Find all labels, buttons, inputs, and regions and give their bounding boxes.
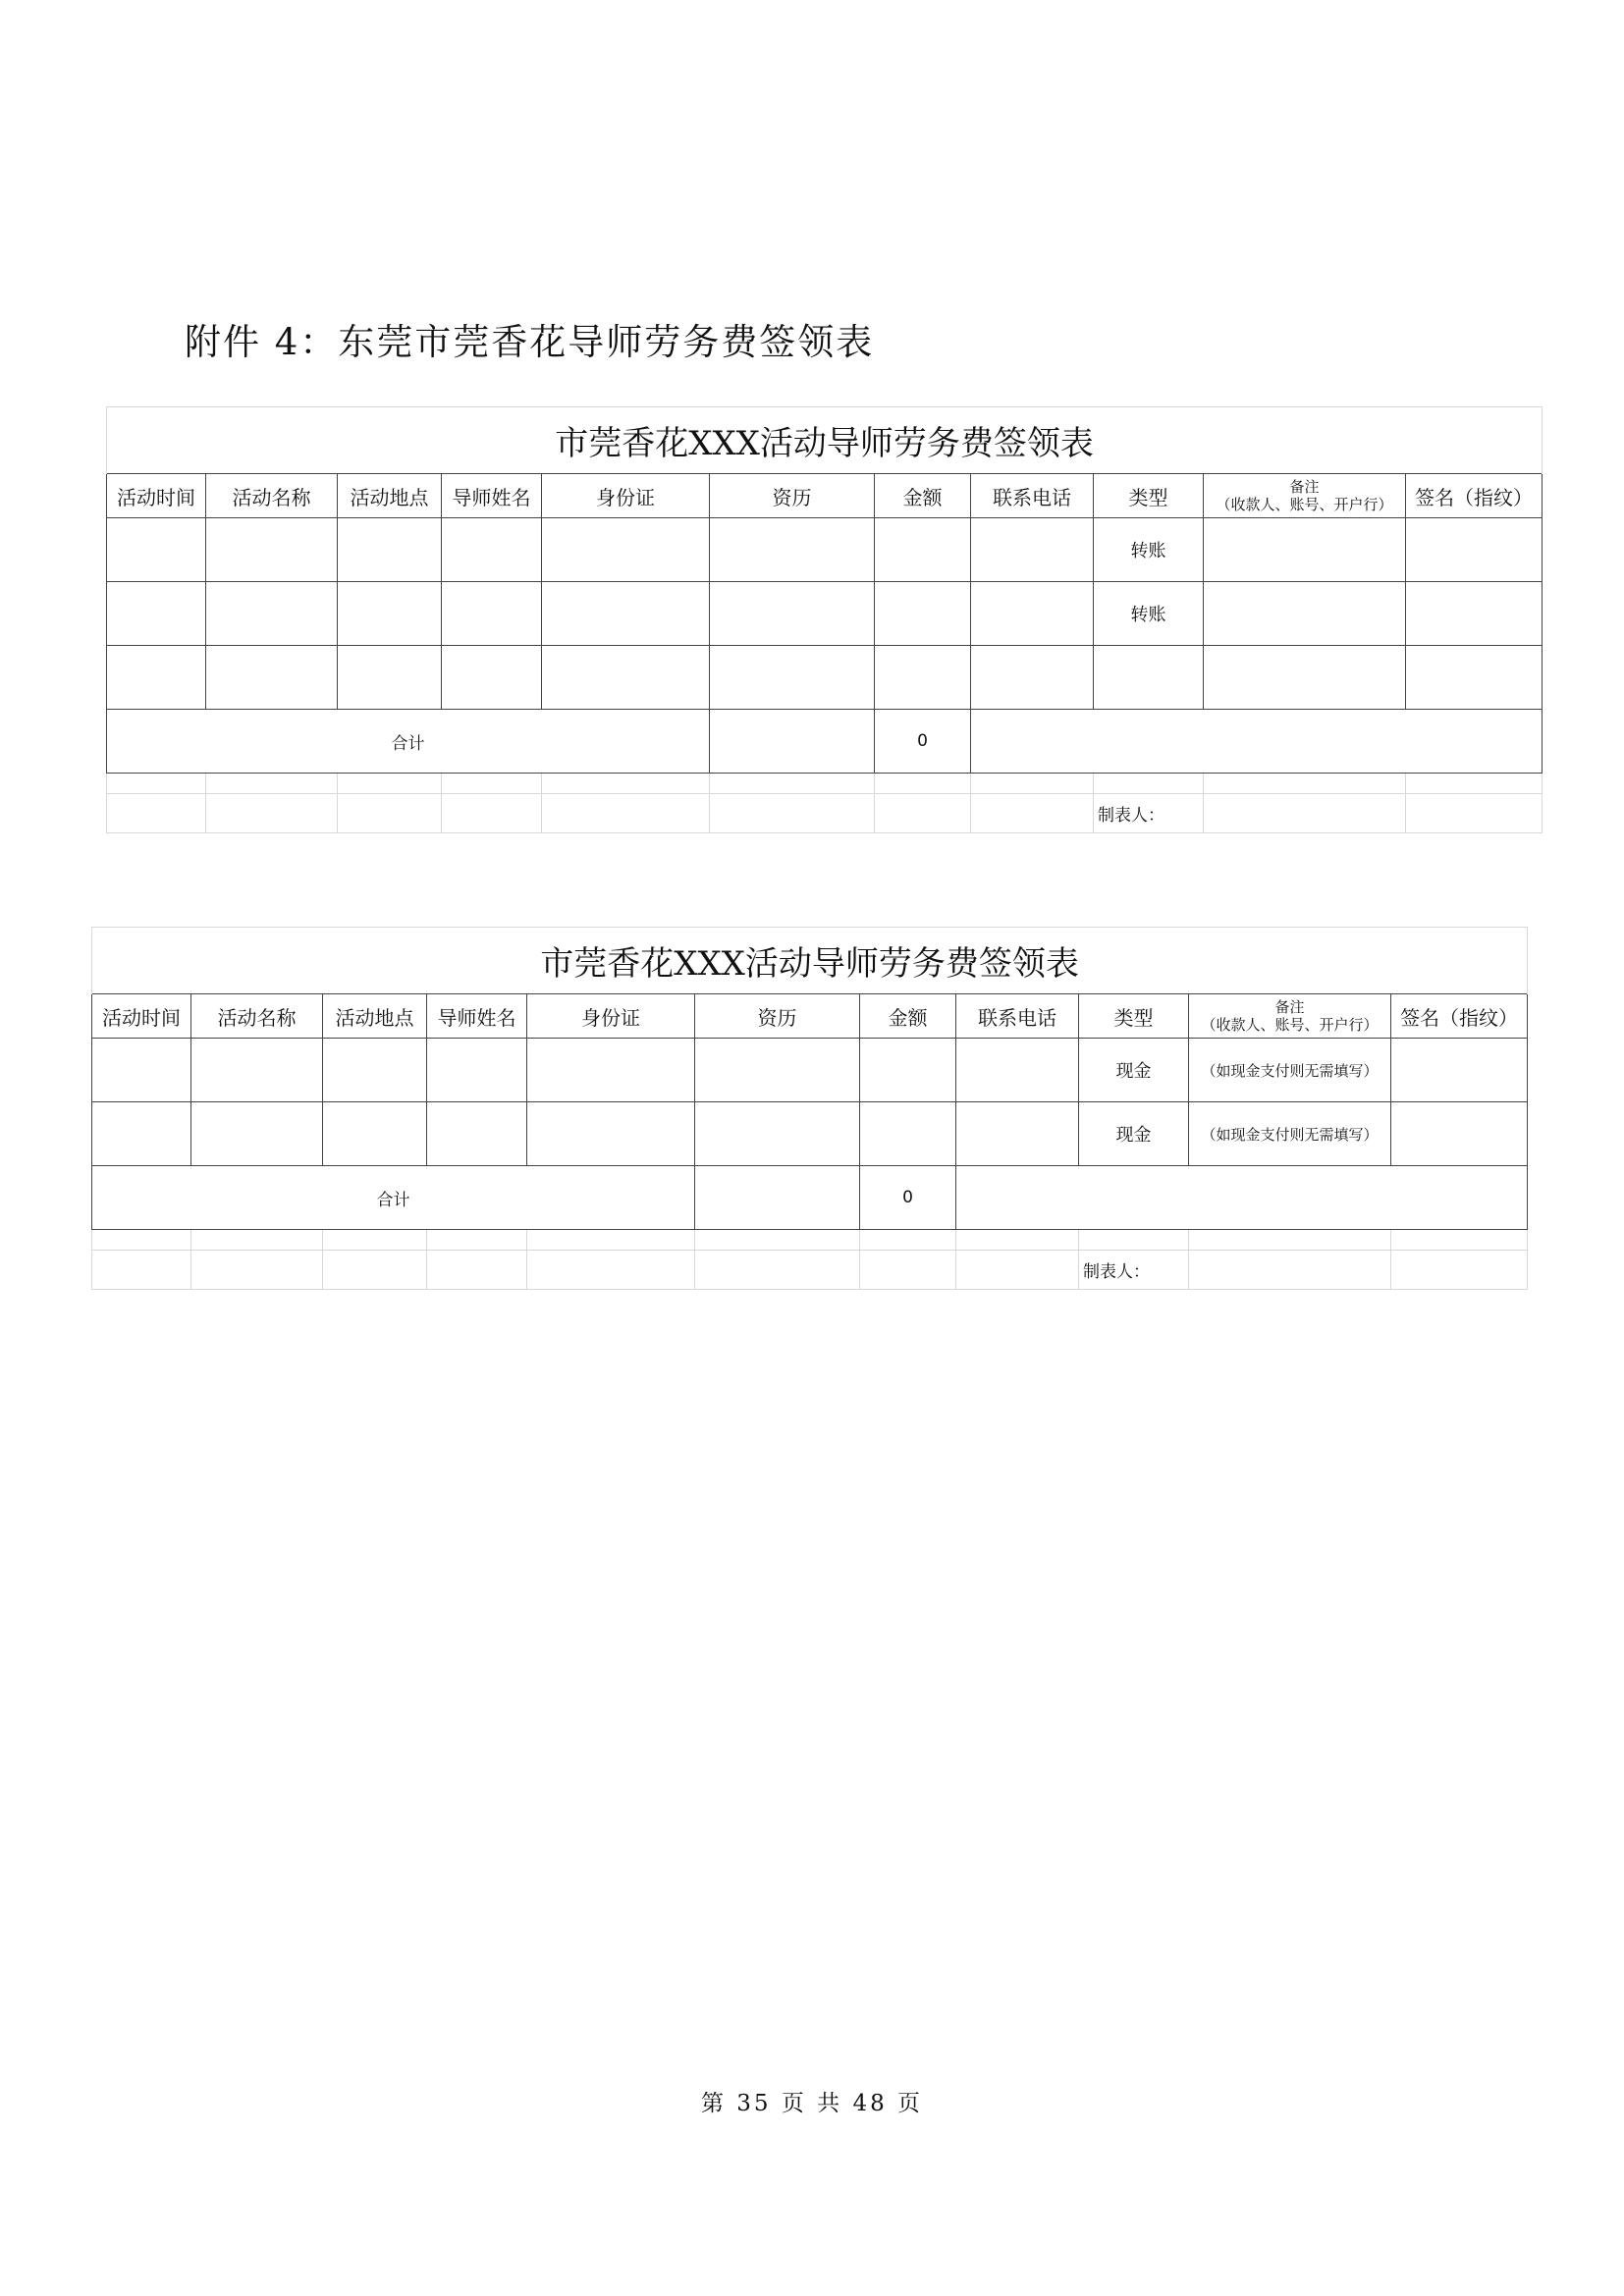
cell-amount[interactable] [875, 646, 971, 710]
cell-phone[interactable] [956, 1102, 1079, 1166]
cell-note[interactable] [1204, 582, 1406, 646]
cell-amount[interactable] [875, 518, 971, 582]
cell-signature[interactable] [1406, 646, 1543, 710]
attachment-heading: 附件 4：东莞市莞香花导师劳务费签领表 [185, 321, 875, 363]
cell-phone[interactable] [971, 646, 1094, 710]
table-row [107, 518, 1543, 582]
cell-phone[interactable] [956, 1039, 1079, 1102]
spacer-row [107, 774, 1543, 794]
col-header-amount: 金额 [860, 994, 956, 1039]
total-row [107, 710, 1543, 774]
preparer-field[interactable] [1204, 794, 1406, 833]
cell-qualification[interactable] [710, 582, 875, 646]
note-header-line1: 备注 [1289, 478, 1320, 496]
table-row [92, 1039, 1528, 1102]
col-header-qualification: 资历 [710, 474, 875, 518]
col-header-type: 类型 [1079, 994, 1189, 1039]
table-row [107, 582, 1543, 646]
cell-type[interactable] [1094, 646, 1204, 710]
cell-type[interactable]: 现金 [1079, 1102, 1189, 1166]
total-qualification-cell [710, 710, 875, 774]
total-label: 合计 [92, 1166, 695, 1230]
cell-note[interactable]: （如现金支付则无需填写） [1189, 1102, 1391, 1166]
preparer-row [92, 1251, 1528, 1290]
cell-location[interactable] [338, 646, 442, 710]
fee-table-2 [91, 927, 1528, 1290]
col-header-phone: 联系电话 [956, 994, 1079, 1039]
cell-id-card[interactable] [527, 1102, 695, 1166]
cell-mentor-name[interactable] [442, 646, 542, 710]
cell-signature[interactable] [1406, 518, 1543, 582]
cell-location[interactable] [338, 518, 442, 582]
cell-signature[interactable] [1391, 1039, 1528, 1102]
cell-note[interactable]: （如现金支付则无需填写） [1189, 1039, 1391, 1102]
cell-id-card[interactable] [527, 1039, 695, 1102]
cell-signature[interactable] [1391, 1102, 1528, 1166]
cell-type[interactable]: 现金 [1079, 1039, 1189, 1102]
col-header-note [1204, 474, 1406, 518]
col-header-amount: 金额 [875, 474, 971, 518]
spacer-row [92, 1230, 1528, 1251]
col-header-id-card: 身份证 [542, 474, 710, 518]
cell-mentor-name[interactable] [442, 518, 542, 582]
total-row [92, 1166, 1528, 1230]
col-header-mentor-name: 导师姓名 [427, 994, 527, 1039]
cell-note[interactable] [1204, 518, 1406, 582]
col-header-note [1189, 994, 1391, 1039]
cell-time[interactable] [107, 646, 206, 710]
table-title: 市莞香花XXX活动导师劳务费签领表 [107, 407, 1543, 474]
page-footer: 第 35 页 共 48 页 [700, 2091, 924, 2116]
col-header-mentor-name: 导师姓名 [442, 474, 542, 518]
fee-table-1 [106, 406, 1543, 833]
col-header-activity-name: 活动名称 [206, 474, 338, 518]
total-amount: 0 [875, 710, 971, 774]
total-label: 合计 [107, 710, 710, 774]
note-header-line2: （收款人、账号、开户行） [1216, 496, 1393, 513]
col-header-signature: 签名（指纹） [1406, 474, 1543, 518]
cell-activity-name[interactable] [206, 646, 338, 710]
cell-mentor-name[interactable] [427, 1102, 527, 1166]
cell-phone[interactable] [971, 582, 1094, 646]
cell-amount[interactable] [860, 1039, 956, 1102]
table-title: 市莞香花XXX活动导师劳务费签领表 [92, 928, 1528, 994]
col-header-activity-name: 活动名称 [191, 994, 323, 1039]
cell-time[interactable] [92, 1102, 191, 1166]
cell-activity-name[interactable] [191, 1039, 323, 1102]
note-header-line2: （收款人、账号、开户行） [1201, 1016, 1379, 1034]
cell-type[interactable]: 转账 [1094, 518, 1204, 582]
cell-location[interactable] [338, 582, 442, 646]
col-header-type: 类型 [1094, 474, 1204, 518]
col-header-id-card: 身份证 [527, 994, 695, 1039]
col-header-location: 活动地点 [323, 994, 427, 1039]
preparer-label: 制表人： [1079, 1251, 1189, 1290]
total-qualification-cell [695, 1166, 860, 1230]
col-header-time: 活动时间 [107, 474, 206, 518]
cell-qualification[interactable] [695, 1039, 860, 1102]
col-header-signature: 签名（指纹） [1391, 994, 1528, 1039]
total-remainder-cell [971, 710, 1543, 774]
cell-id-card[interactable] [542, 582, 710, 646]
cell-location[interactable] [323, 1102, 427, 1166]
cell-location[interactable] [323, 1039, 427, 1102]
cell-mentor-name[interactable] [442, 582, 542, 646]
cell-note[interactable] [1204, 646, 1406, 710]
cell-activity-name[interactable] [206, 518, 338, 582]
cell-amount[interactable] [875, 582, 971, 646]
preparer-field[interactable] [1189, 1251, 1391, 1290]
cell-amount[interactable] [860, 1102, 956, 1166]
col-header-qualification: 资历 [695, 994, 860, 1039]
cell-time[interactable] [92, 1039, 191, 1102]
header-row [92, 994, 1528, 1039]
table-row [92, 1102, 1528, 1166]
note-header-line1: 备注 [1274, 998, 1305, 1016]
cell-id-card[interactable] [542, 646, 710, 710]
cell-qualification[interactable] [710, 518, 875, 582]
preparer-label: 制表人： [1094, 794, 1204, 833]
col-header-time: 活动时间 [92, 994, 191, 1039]
cell-activity-name[interactable] [191, 1102, 323, 1166]
cell-activity-name[interactable] [206, 582, 338, 646]
total-amount: 0 [860, 1166, 956, 1230]
cell-time[interactable] [107, 518, 206, 582]
cell-qualification[interactable] [695, 1102, 860, 1166]
cell-time[interactable] [107, 582, 206, 646]
cell-qualification[interactable] [710, 646, 875, 710]
total-remainder-cell [956, 1166, 1528, 1230]
table-row [107, 646, 1543, 710]
preparer-row [107, 794, 1543, 833]
cell-mentor-name[interactable] [427, 1039, 527, 1102]
cell-signature[interactable] [1406, 582, 1543, 646]
cell-phone[interactable] [971, 518, 1094, 582]
col-header-phone: 联系电话 [971, 474, 1094, 518]
cell-id-card[interactable] [542, 518, 710, 582]
col-header-location: 活动地点 [338, 474, 442, 518]
cell-type[interactable]: 转账 [1094, 582, 1204, 646]
header-row [107, 474, 1543, 518]
